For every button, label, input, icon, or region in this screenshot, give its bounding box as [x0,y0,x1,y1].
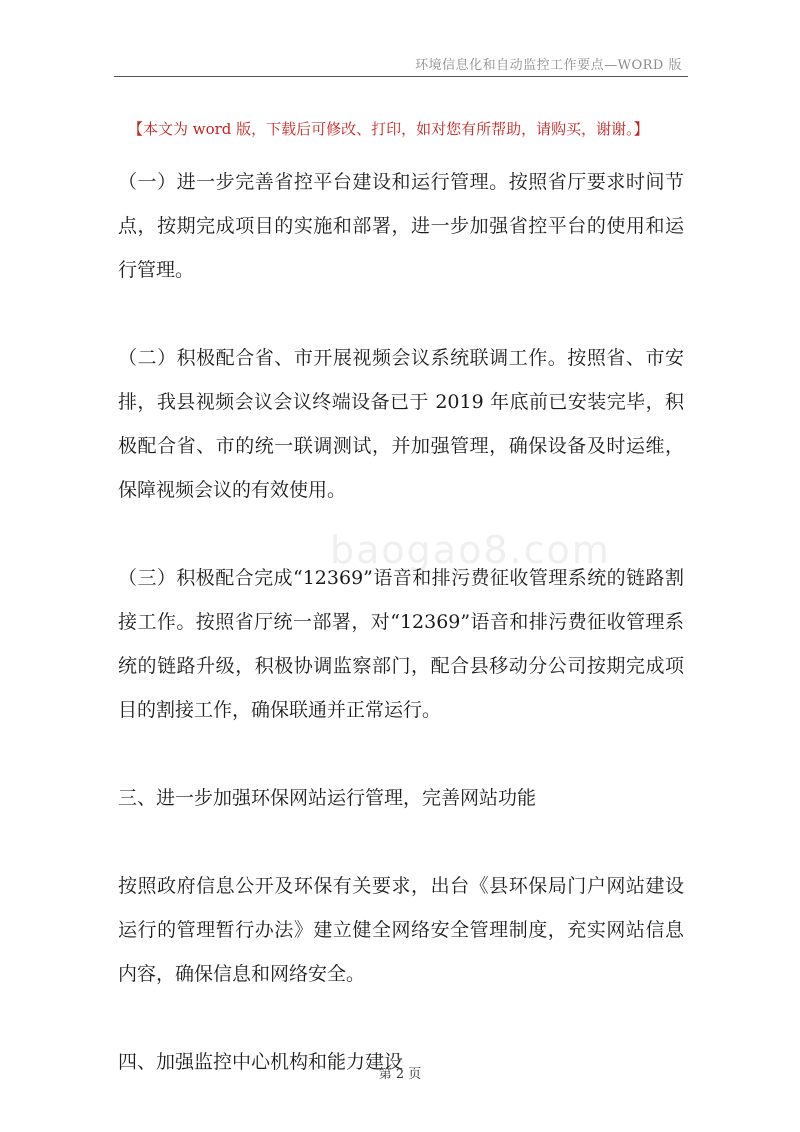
document-body [118,160,684,1128]
section-heading-website: 三、进一步加强环保网站运行管理，完善网站功能 [118,787,537,809]
header-rule [114,76,688,77]
watermark: baogao8.com [330,528,611,572]
section-heading-monitoring-center: 四、加强监控中心机构和能力建设 [118,1051,404,1073]
paragraph-platform: （一）进一步完善省控平台建设和运行管理。按照省厅要求时间节点，按期完成项目的实施和部署，进一步加强省控平台的使用和运行管理。 [118,171,684,281]
paragraph-website-management: 按照政府信息公开及环保有关要求，出台《县环保局门户网站建设运行的管理暂行办法》建立健全网络安全管理制度，充实网站信息内容，确保信息和网络安全。 [118,875,684,985]
running-header: 环境信息化和自动监控工作要点—WORD 版 [415,58,682,73]
paragraph-12369-link: （三）积极配合完成“12369”语音和排污费征收管理系统的链路割接工作。按照省厅统一部署，对“12369”语音和排污费征收管理系统的链路升级，积极协调监察部门，配合县移动分公司按期完成项目的割接工作，确保联通并正常运行。 [118,567,684,721]
purchase-notice: 【本文为 word 版，下载后可修改、打印，如对您有所帮助，请购买，谢谢。】 [128,120,649,138]
paragraph-video-conference: （二）积极配合省、市开展视频会议系统联调工作。按照省、市安排，我县视频会议会议终端设备已于 2019 年底前已安装完毕，积极配合省、市的统一联调测试，并加强管理，确保设备及时运维，保障视频会议的有效使用。 [118,347,684,501]
page-number: 第 2 页 [378,1067,422,1082]
